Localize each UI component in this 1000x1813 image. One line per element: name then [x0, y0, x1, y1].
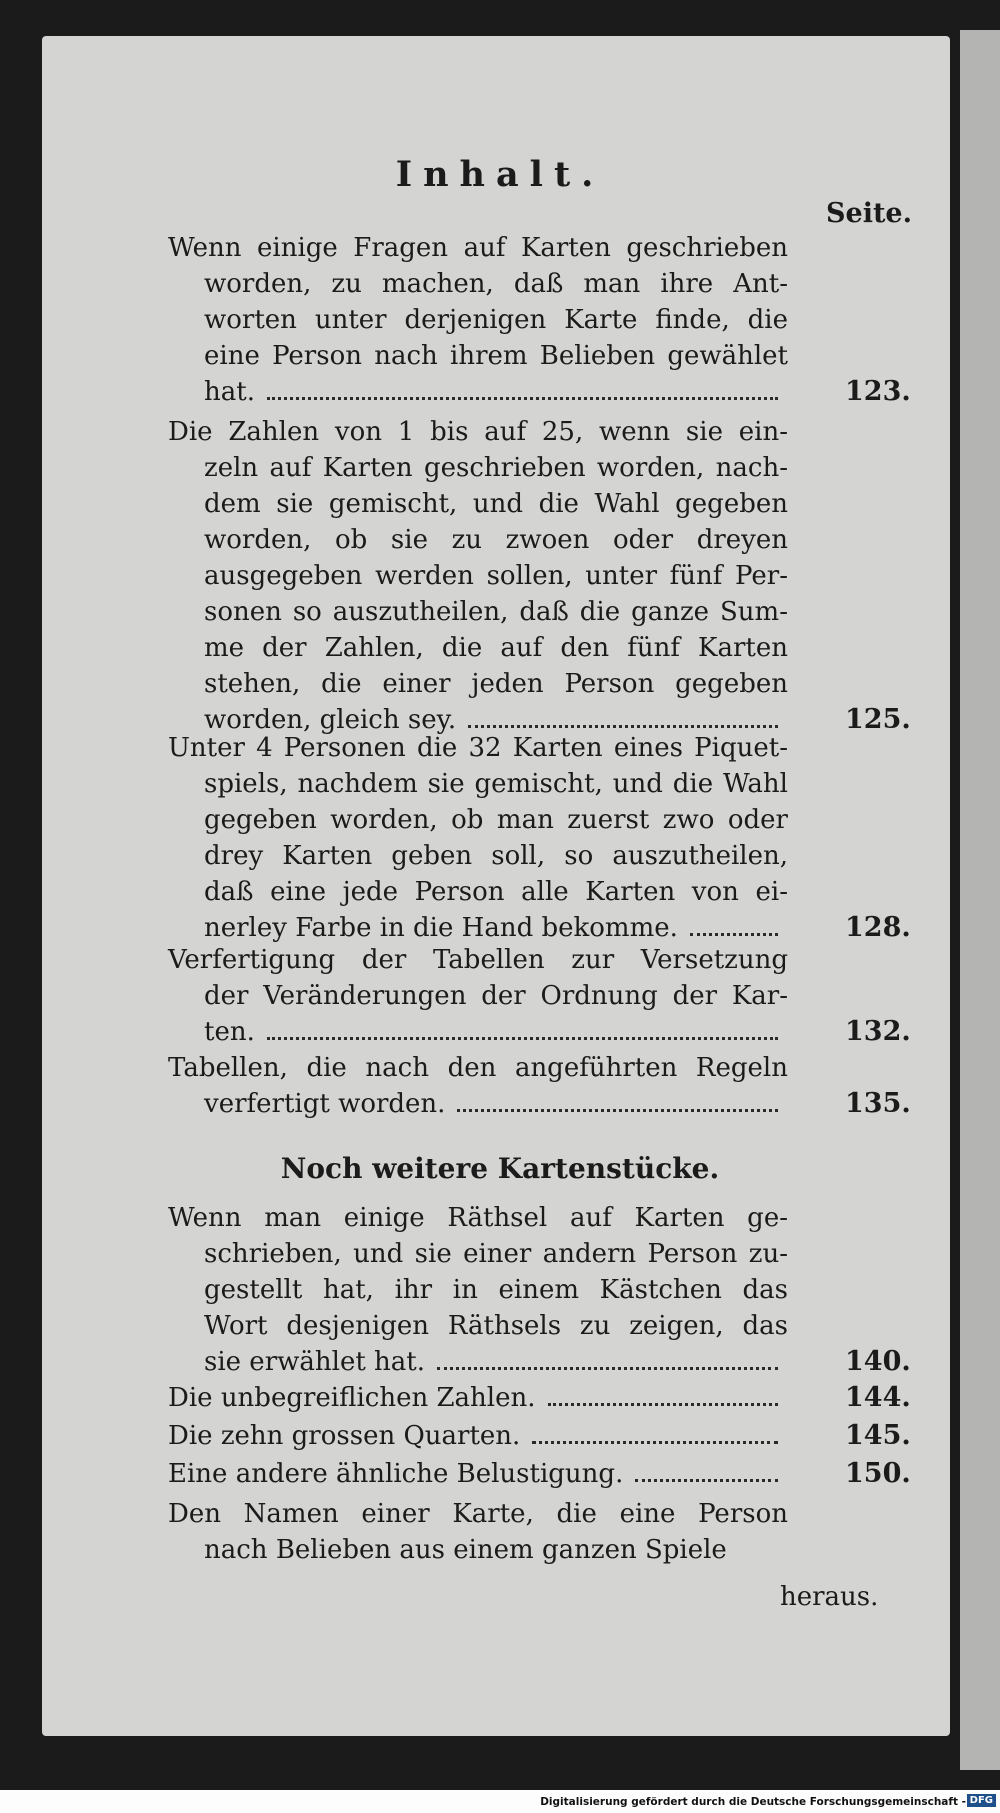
page-column-label: Seite.	[826, 198, 912, 229]
page-title: Inhalt.	[395, 154, 605, 195]
toc-entry-line: sonen so auszutheilen, daß die ganze Sum-	[204, 597, 788, 627]
toc-entry	[168, 1380, 788, 1416]
toc-entry-line: worden, zu machen, daß man ihre Ant-	[204, 269, 788, 299]
toc-entry-line: Tabellen, die nach den angeführten Regeln	[168, 1053, 788, 1083]
toc-entry	[168, 230, 788, 410]
toc-entry-text: ten.	[204, 1017, 255, 1047]
next-page-edge	[960, 30, 1000, 1770]
toc-entry-text: verfertigt worden.	[204, 1089, 446, 1119]
dot-leader	[635, 1479, 778, 1482]
toc-entry-line	[168, 1014, 788, 1050]
page-number: 144.	[845, 1382, 911, 1413]
toc-entry	[168, 1050, 788, 1122]
toc-entry-text: hat.	[204, 377, 255, 407]
toc-entry-line: schrieben, und sie einer andern Person zu-	[204, 1239, 788, 1269]
digitization-credit: Digitalisierung gefördert durch die Deutsche Forschungsgemeinschaft -	[540, 1796, 966, 1808]
toc-entry-line: Verfertigung der Tabellen zur Versetzung	[168, 945, 788, 975]
toc-entry-line: spiels, nachdem sie gemischt, und die Wahl	[204, 769, 788, 799]
toc-entry-line: me der Zahlen, die auf den fünf Karten	[204, 633, 788, 663]
dot-leader	[437, 1367, 778, 1370]
toc-entry-text: Eine andere ähnliche Belustigung.	[168, 1459, 624, 1489]
toc-entry-line: Unter 4 Personen die 32 Karten eines Piquet-	[168, 733, 788, 763]
toc-entry-line: worten unter derjenigen Karte finde, die	[204, 305, 788, 335]
page-number: 128.	[845, 912, 911, 943]
dot-leader	[457, 1109, 778, 1112]
toc-entry-line: zeln auf Karten geschrieben worden, nach-	[204, 453, 788, 483]
toc-entry-line: Wenn man einige Räthsel auf Karten ge-	[168, 1203, 788, 1233]
dot-leader	[468, 725, 778, 728]
toc-entry-text: Die zehn grossen Quarten.	[168, 1421, 521, 1451]
toc-entry	[168, 414, 788, 738]
page-number: 150.	[845, 1458, 911, 1489]
toc-entry-text: worden, gleich sey.	[204, 705, 457, 735]
toc-entry-line: stehen, die einer jeden Person gegeben	[204, 669, 788, 699]
toc-entry	[168, 942, 788, 1050]
section-heading: Noch weitere Kartenstücke.	[280, 1152, 720, 1185]
toc-entry-text: sie erwählet hat.	[204, 1347, 425, 1377]
toc-entry	[168, 1496, 788, 1568]
dfg-logo: DFG	[967, 1794, 996, 1807]
dot-leader	[267, 397, 778, 400]
toc-entry-line: daß eine jede Person alle Karten von ei-	[204, 877, 788, 907]
toc-entry-line: ausgegeben werden sollen, unter fünf Per-	[204, 561, 788, 591]
toc-entry-line: Den Namen einer Karte, die eine Person	[168, 1499, 788, 1529]
toc-entry	[168, 1200, 788, 1380]
page-number: 123.	[845, 376, 911, 407]
toc-entry-line: drey Karten geben soll, so auszutheilen,	[204, 841, 788, 871]
catchword: heraus.	[780, 1582, 879, 1612]
toc-entry-text: Die unbegreiflichen Zahlen.	[168, 1383, 536, 1413]
toc-entry-line: eine Person nach ihrem Belieben gewählet	[204, 341, 788, 371]
toc-entry	[168, 730, 788, 946]
toc-entry	[168, 1418, 788, 1454]
toc-entry-line: gestellt hat, ihr in einem Kästchen das	[204, 1275, 788, 1305]
dot-leader	[690, 933, 778, 936]
dot-leader	[532, 1441, 778, 1444]
page-number: 132.	[845, 1016, 911, 1047]
page-number: 145.	[845, 1420, 911, 1451]
page-number: 125.	[845, 704, 911, 735]
toc-entry-line: dem sie gemischt, und die Wahl gegeben	[204, 489, 788, 519]
toc-entry-line: der Veränderungen der Ordnung der Kar-	[204, 981, 788, 1011]
page-number: 140.	[845, 1346, 911, 1377]
page-number: 135.	[845, 1088, 911, 1119]
toc-entry-line	[168, 1418, 788, 1454]
toc-entry-line: worden, ob sie zu zwoen oder dreyen	[204, 525, 788, 555]
toc-entry-line	[168, 910, 788, 946]
dot-leader	[267, 1037, 778, 1040]
toc-entry-line	[168, 1344, 788, 1380]
toc-entry-line	[168, 1456, 788, 1492]
toc-entry-line	[168, 374, 788, 410]
toc-entry-line	[168, 1380, 788, 1416]
toc-entry-line: Die Zahlen von 1 bis auf 25, wenn sie ein-	[168, 417, 788, 447]
toc-entry-line: Wort desjenigen Räthsels zu zeigen, das	[204, 1311, 788, 1341]
toc-entry-text: nerley Farbe in die Hand bekomme.	[204, 913, 678, 943]
toc-entry-line: gegeben worden, ob man zuerst zwo oder	[204, 805, 788, 835]
dot-leader	[548, 1403, 779, 1406]
toc-entry-line: Wenn einige Fragen auf Karten geschrieben	[168, 233, 788, 263]
toc-entry	[168, 1456, 788, 1492]
toc-entry-line: nach Belieben aus einem ganzen Spiele	[204, 1535, 727, 1565]
toc-entry-line	[168, 1086, 788, 1122]
